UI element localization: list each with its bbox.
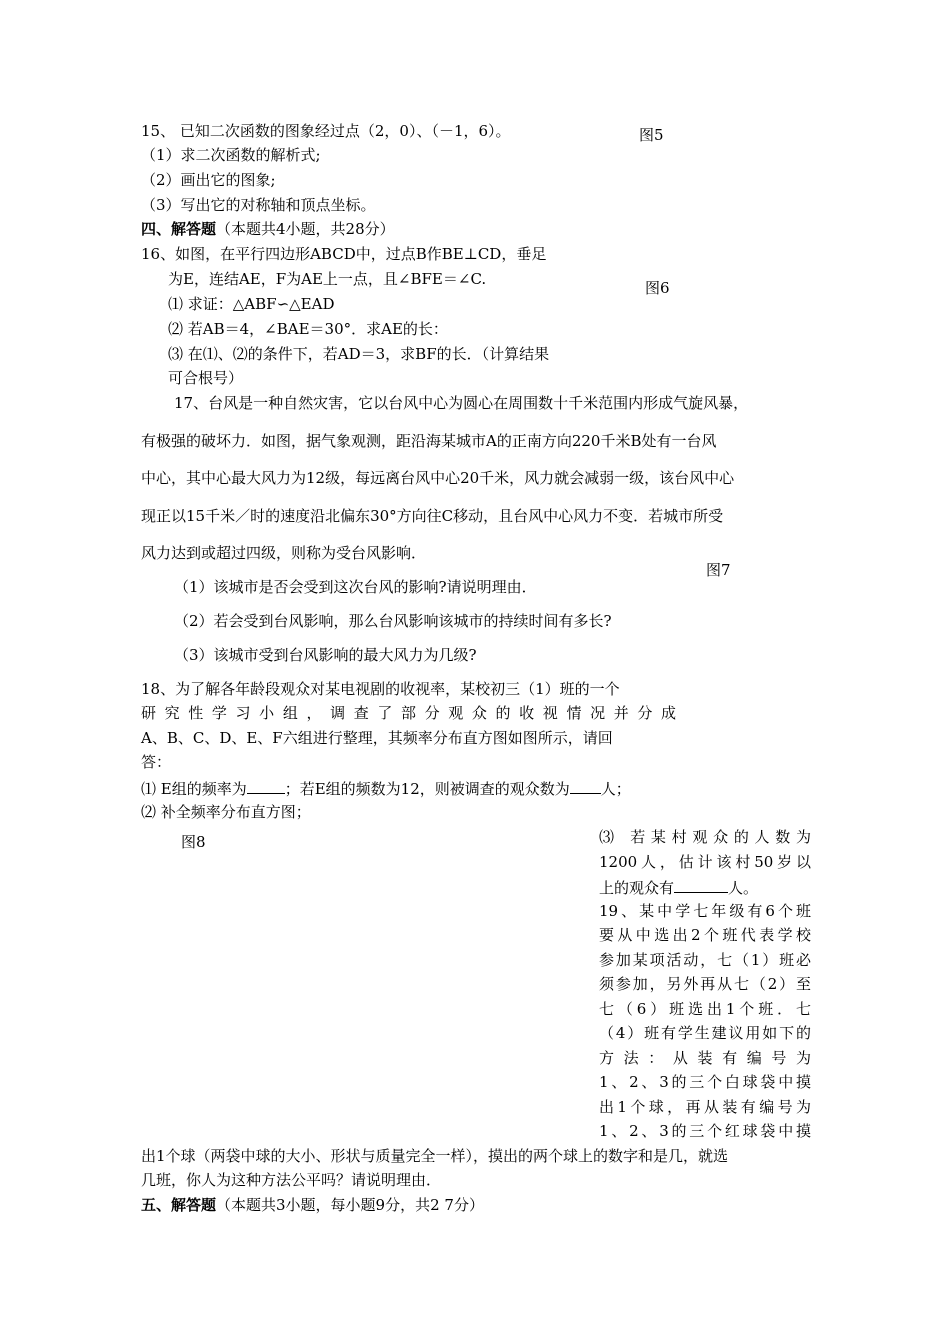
section-4-heading xyxy=(141,219,395,239)
q16-sub-3-cont: 可合根号） xyxy=(168,369,244,387)
section-5-note: （本题共3小题，每小题9分，共2 7分） xyxy=(216,1196,484,1214)
q19-line-12: 几班，你人为这种方法公平吗？请说明理由． xyxy=(141,1171,442,1189)
section-5-title: 五、解答题 xyxy=(141,1196,217,1214)
q19-line-4: 须参加，另外再从七（2）至 xyxy=(599,975,811,993)
q16-sub-1: ⑴ 求证：△ABF∽△EAD xyxy=(168,295,335,313)
q17-line-3: 中心，其中心最大风力为12级，每远离台风中心20千米，风力就会减弱一级，该台风中心 xyxy=(141,469,735,487)
q17-sub-1: （1）该城市是否会受到这次台风的影响?请说明理由． xyxy=(174,578,537,596)
q15-part-3: （3）写出它的对称轴和顶点坐标。 xyxy=(141,196,376,214)
q17-sub-3: （3）该城市受到台风影响的最大风力为几级? xyxy=(174,646,477,664)
figure-7-label: 图7 xyxy=(706,561,731,579)
q19-line-7: 方法：从装有编号为 xyxy=(599,1049,811,1067)
q19-line-8: 1、2、3的三个白球袋中摸 xyxy=(599,1073,811,1091)
over-50-viewers-blank[interactable] xyxy=(674,876,728,893)
q18-sub-1-c: 人； xyxy=(600,780,631,798)
q19-line-11: 出1个球（两袋中球的大小、形状与质量完全一样），摸出的两个球上的数字和是几，就选 xyxy=(141,1147,729,1165)
q15-part-1: （1）求二次函数的解析式; xyxy=(141,146,321,164)
section-5-heading xyxy=(141,1195,484,1215)
q18-line-1: 18、为了解各年龄段观众对某电视剧的收视率，某校初三（1）班的一个 xyxy=(141,680,620,698)
q17-line-1: 17、台风是一种自然灾害，它以台风中心为圆心在周围数十千米范围内形成气旋风暴， xyxy=(174,394,749,412)
q18-sub-1 xyxy=(141,777,631,799)
q18-sub-3-line-2: 1200人，估计该村50岁以 xyxy=(599,853,811,871)
figure-6-label: 图6 xyxy=(645,279,670,297)
q16-line-1: 16、如图，在平行四边形ABCD中，过点B作BE⊥CD，垂足 xyxy=(141,245,547,263)
q15-stem: 15、 已知二次函数的图象经过点（2，0）、（－1，6）。 xyxy=(141,122,511,140)
section-4-title: 四、解答题 xyxy=(141,220,217,238)
q18-sub-2: ⑵ 补全频率分布直方图； xyxy=(141,803,311,821)
q19-line-6: （4）班有学生建议用如下的 xyxy=(599,1024,811,1042)
figure-5-label: 图5 xyxy=(639,126,664,144)
total-viewers-blank[interactable] xyxy=(570,777,601,794)
q18-sub-1-a: ⑴ E组的频率为 xyxy=(141,780,247,798)
q18-sub-3-b: 人。 xyxy=(728,879,759,897)
e-group-frequency-blank[interactable] xyxy=(247,777,285,794)
q18-sub-3-a: 上的观众有 xyxy=(599,879,675,897)
q18-line-4: 答： xyxy=(141,753,172,771)
q18-line-2: 研究性学习小组，调查了部分观众的收视情况并分成 xyxy=(141,704,676,722)
q19-line-9: 出1个球，再从装有编号为 xyxy=(599,1098,811,1116)
q18-line-3: A、B、C、D、E、F六组进行整理，其频率分布直方图如图所示，请回 xyxy=(141,729,613,747)
q16-sub-3: ⑶ 在⑴、⑵的条件下，若AD＝3，求BF的长．（计算结果 xyxy=(168,345,550,363)
q15-part-2: （2）画出它的图象; xyxy=(141,171,276,189)
section-4-note: （本题共4小题，共28分） xyxy=(216,220,395,238)
q19-line-10: 1、2、3的三个红球袋中摸 xyxy=(599,1122,811,1140)
q19-line-3: 参加某项活动，七（1）班必 xyxy=(599,951,811,969)
q17-line-5: 风力达到或超过四级，则称为受台风影响． xyxy=(141,544,427,562)
figure-8-label: 图8 xyxy=(181,833,206,851)
q18-sub-1-b: ；若E组的频数为12，则被调查的观众数为 xyxy=(284,780,570,798)
q17-line-2: 有极强的破坏力．如图，据气象观测，距沿海某城市A的正南方向220千米B处有一台风 xyxy=(141,432,717,450)
q18-sub-3-line-3 xyxy=(599,876,758,898)
q16-line-2: 为E，连结AE，F为AE上一点，且∠BFE＝∠C. xyxy=(168,270,487,288)
q19-line-1: 19、某中学七年级有6个班 xyxy=(599,902,811,920)
q18-sub-3-line-1: ⑶ 若某村观众的人数为 xyxy=(599,828,811,846)
q19-line-5: 七（6）班选出1个班．七 xyxy=(599,1000,811,1018)
q16-sub-2: ⑵ 若AB＝4，∠BAE＝30°．求AE的长： xyxy=(168,320,448,338)
q19-line-2: 要从中选出2个班代表学校 xyxy=(599,926,811,944)
q17-sub-2: （2）若会受到台风影响，那么台风影响该城市的持续时间有多长? xyxy=(174,612,612,630)
q17-line-4: 现正以15千米／时的速度沿北偏东30°方向往C移动，且台风中心风力不变．若城市所受 xyxy=(141,507,724,525)
